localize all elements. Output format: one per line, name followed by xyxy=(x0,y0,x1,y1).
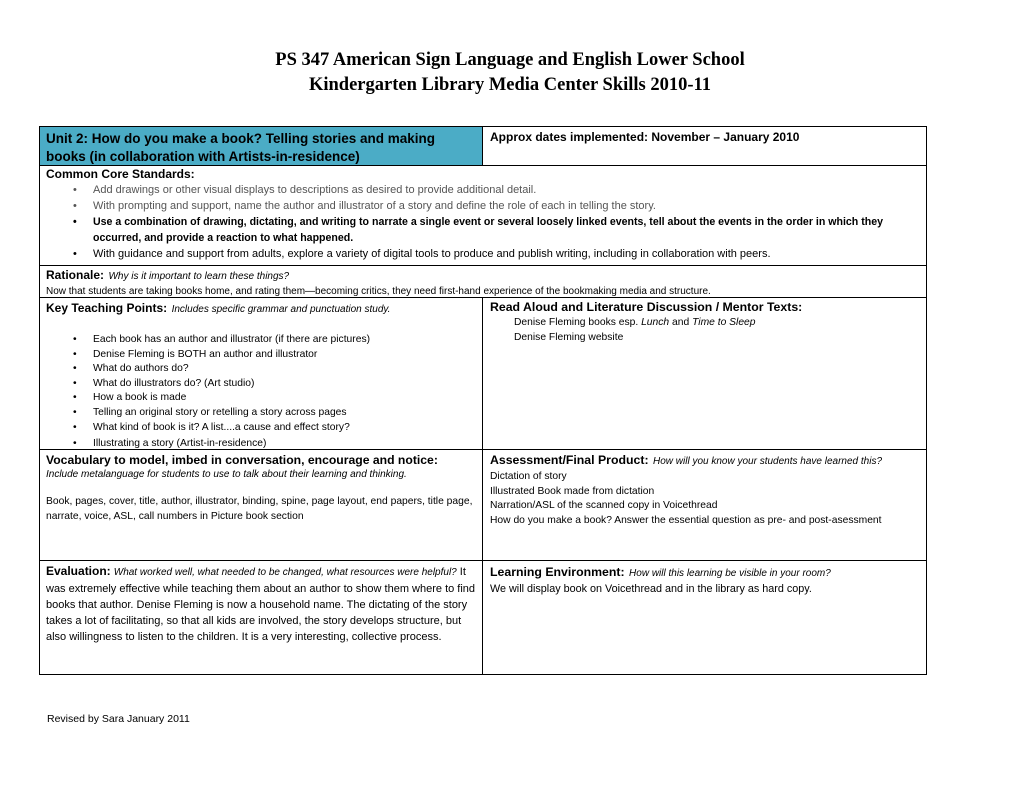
teaching-point: • How a book is made xyxy=(93,391,476,406)
standards-heading: Common Core Standards: xyxy=(46,167,195,181)
standard-item: • Add drawings or other visual displays to descriptions as desired to provide additional detail. xyxy=(93,182,920,198)
teaching-point: • What do authors do? xyxy=(93,362,476,377)
assessment-heading: Assessment/Final Product: xyxy=(490,453,649,467)
mentor-text-line: Denise Fleming books esp. Lunch and Time to Sleep xyxy=(514,317,756,328)
approx-dates: Approx dates implemented: November – January 2010 xyxy=(490,130,800,144)
assessment-item: How do you make a book? Answer the essential question as pre- and post-asessment xyxy=(490,514,882,526)
environment-prompt: How will this learning be visible in your room? xyxy=(629,568,831,579)
evaluation-heading: Evaluation: xyxy=(46,564,111,578)
teaching-points-cell xyxy=(39,297,483,450)
book-title-lunch: Lunch xyxy=(641,317,670,328)
environment-heading: Learning Environment: xyxy=(490,565,625,579)
teaching-point: • Telling an original story or retelling a story across pages xyxy=(93,406,476,421)
standard-item: • With prompting and support, name the author and illustrator of a story and define the role of each in telling the story. xyxy=(93,198,920,214)
mentor-website-line: Denise Fleming website xyxy=(514,331,624,343)
assessment-item: Narration/ASL of the scanned copy in Voicethread xyxy=(490,500,718,512)
assessment-prompt: How will you know your students have learned this? xyxy=(653,456,883,467)
environment-cell xyxy=(482,560,927,675)
book-title-time-to-sleep: Time to Sleep xyxy=(692,317,756,328)
teaching-points-prompt: Includes specific grammar and punctuation study. xyxy=(171,304,391,315)
document-title-line-2: Kindergarten Library Media Center Skills 2010-11 xyxy=(308,75,711,95)
unit-heading: Unit 2: How do you make a book? Telling stories and making books (in collaboration with Artists-in-residence) xyxy=(46,131,436,164)
rationale-prompt: Why is it important to learn these things? xyxy=(108,271,290,282)
rationale-cell xyxy=(39,265,927,298)
read-aloud-cell xyxy=(482,297,927,450)
teaching-point: • Each book has an author and illustrator (if there are pictures) xyxy=(93,333,476,348)
rationale-text: Now that students are taking books home, and rating them—becoming critics, they need first-hand experience of the bookmaking media and structure. xyxy=(46,286,711,297)
vocabulary-prompt: Include metalanguage for students to use to talk about their learning and thinking. xyxy=(46,469,407,480)
document-title-line-1: PS 347 American Sign Language and English Lower School xyxy=(275,50,745,70)
standards-cell xyxy=(39,165,927,266)
assessment-cell xyxy=(482,449,927,561)
assessment-item: Illustrated Book made from dictation xyxy=(490,485,655,497)
standard-item: • Use a combination of drawing, dictating, and writing to narrate a single event or several loosely linked events, tell about the events in the order in which they occurred, and provide a reaction to what happened. xyxy=(93,214,920,246)
standard-item: • With guidance and support from adults, explore a variety of digital tools to produce and publish writing, including in collaboration with peers. xyxy=(93,246,920,262)
standards-list xyxy=(46,182,920,262)
vocabulary-cell xyxy=(39,449,483,561)
unit-heading-cell xyxy=(39,126,483,166)
teaching-point: • What kind of book is it? A list....a cause and effect story? xyxy=(93,421,476,436)
evaluation-cell xyxy=(39,560,483,675)
teaching-point: • Illustrating a story (Artist-in-residence) xyxy=(93,437,476,450)
assessment-item: Dictation of story xyxy=(490,471,567,482)
teaching-point: • Denise Fleming is BOTH an author and illustrator xyxy=(93,348,476,363)
teaching-point: • What do illustrators do? (Art studio) xyxy=(93,377,476,392)
dates-cell xyxy=(482,126,927,166)
vocabulary-text: Book, pages, cover, title, author, illustrator, binding, spine, page layout, end papers, title page, narrate, voice, ASL, call numbers in Picture book section xyxy=(46,496,473,522)
rationale-heading: Rationale: xyxy=(46,268,105,282)
environment-text: We will display book on Voicethread and in the library as hard copy. xyxy=(490,583,812,595)
revision-note: Revised by Sara January 2011 xyxy=(47,713,190,725)
teaching-points-heading: Key Teaching Points: xyxy=(46,301,168,315)
teaching-points-list xyxy=(46,333,476,450)
evaluation-text: It was extremely effective while teaching them about an author to show them where to find books that author. Denise Fleming is now a household name. The dictating of the story takes a lot of facilitating, so that all kids are involved, the story develops structure, but also willingness to listen to the children. It is a very interesting, collective process. xyxy=(46,566,476,643)
evaluation-prompt: What worked well, what needed to be changed, what resources were helpful? xyxy=(113,567,457,578)
read-aloud-heading: Read Aloud and Literature Discussion / Mentor Texts: xyxy=(490,300,803,314)
vocabulary-heading: Vocabulary to model, imbed in conversation, encourage and notice: xyxy=(46,453,438,467)
